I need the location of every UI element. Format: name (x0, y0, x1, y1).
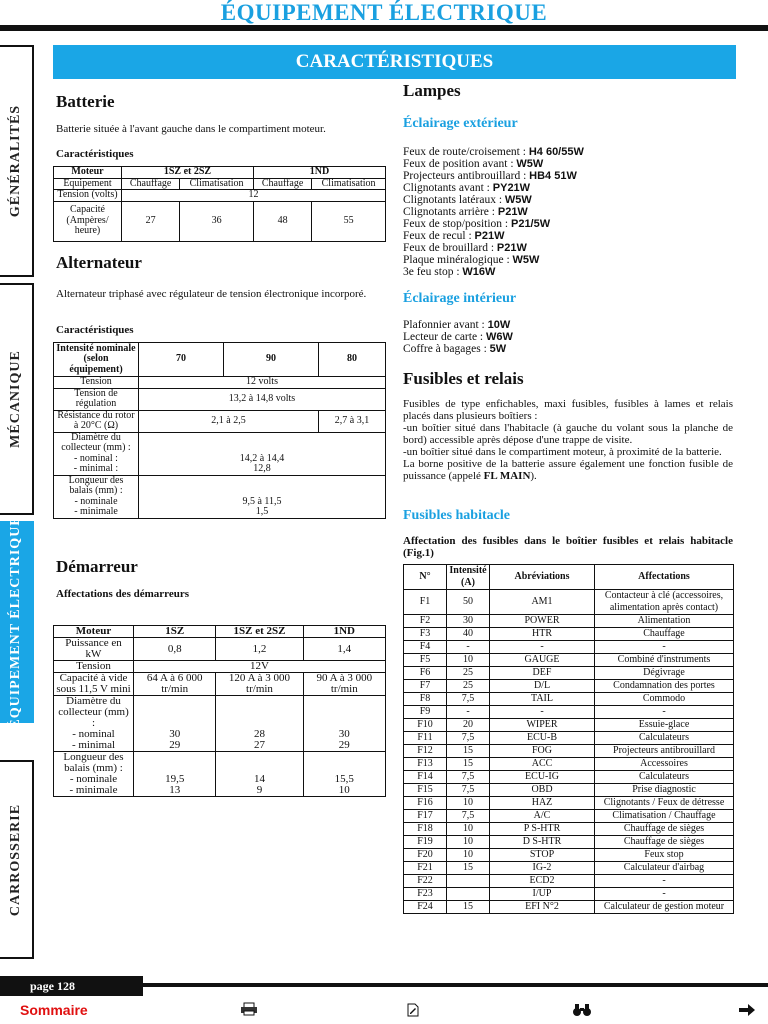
table-cell: - (595, 706, 734, 719)
table-row (404, 719, 734, 732)
table-cell: Combiné d'instruments (595, 654, 734, 667)
table-cell: D/L (490, 680, 595, 693)
table-cell: 40 (447, 628, 490, 641)
lampes-exterieur-list (403, 146, 733, 278)
binoculars-icon[interactable] (572, 1003, 592, 1022)
table-cell: ECU-B (490, 732, 595, 745)
lamp-item: Coffre à bagages : 5W (403, 343, 507, 355)
lamp-item: Feux de recul : P21W (403, 230, 505, 242)
table-cell: ACC (490, 758, 595, 771)
page-number: page 128 (0, 976, 143, 996)
table-row (404, 628, 734, 641)
table-cell: 25 (447, 680, 490, 693)
table-row (404, 771, 734, 784)
table-cell: Alimentation (595, 615, 734, 628)
lamp-item: Clignotants avant : PY21W (403, 182, 531, 194)
lampes-title: Lampes (403, 81, 461, 100)
lamp-item: Plaque minéralogique : W5W (403, 254, 540, 266)
alternateur-sub: Caractéristiques (56, 324, 134, 336)
table-cell: 7,5 (447, 693, 490, 706)
table-cell: STOP (490, 849, 595, 862)
table-cell: Essuie-glace (595, 719, 734, 732)
table-cell: Calculateur de gestion moteur (595, 901, 734, 914)
table-cell: 10 (447, 836, 490, 849)
table-cell: F12 (404, 745, 447, 758)
table-row (404, 849, 734, 862)
table-cell: F17 (404, 810, 447, 823)
table-cell: F14 (404, 771, 447, 784)
demarreur-sub: Affectations des démarreurs (56, 588, 189, 600)
top-divider (0, 25, 768, 31)
table-row (404, 706, 734, 719)
table-row (404, 693, 734, 706)
table-cell: F4 (404, 641, 447, 654)
batterie-sub: Caractéristiques (56, 148, 134, 160)
table-cell: ECU-IG (490, 771, 595, 784)
page-title: ÉQUIPEMENT ÉLECTRIQUE (220, 0, 548, 25)
alternateur-table: Intensité nominale (selon équipement) 70 90 80 Tension 12 volts Tension de régulation 13,2 à 14,8 volts Résistance du rotor à 20°C (Ω) 2,1 à 2,5 2,7 à 3,1 Diamètre du collecteur (mm) : - nominal : - minimal : 14,2 à 14,4 12,8 Longueur des balais (mm) : - nominale - minimale 9,5 à 11,5 1,5 (53, 342, 386, 519)
fusibles-habitacle-title: Fusibles habitacle (403, 508, 510, 523)
table-cell: F11 (404, 732, 447, 745)
table-cell: Feux stop (595, 849, 734, 862)
table-row (404, 654, 734, 667)
batterie-text: Batterie située à l'avant gauche dans le compartiment moteur. (56, 123, 326, 135)
table-cell: - (595, 641, 734, 654)
table-row (404, 641, 734, 654)
table-cell: F1 (404, 590, 447, 615)
table-row (404, 901, 734, 914)
alternateur-text: Alternateur triphasé avec régulateur de tension électronique incorporé. (56, 288, 367, 300)
tab-mecanique[interactable]: MÉCANIQUE (0, 283, 34, 515)
table-cell: Calculateur d'airbag (595, 862, 734, 875)
lampes-interieur-list (403, 319, 733, 355)
table-row (404, 797, 734, 810)
table-cell: 10 (447, 849, 490, 862)
fusibles-text: Fusibles de type enfichables, maxi fusibles, fusibles à lames et relais placés dans plusieurs boîtiers : -un boîtier situé dans l'habitacle (à gauche du volant sous la planche de bord) accessible après dépose d'une trappe de visite. -un boîtier situé dans le compartiment moteur, à proximité de la batterie. La borne positive de la batterie assure également une fonction fusible de puissance (appelé FL MAIN). (403, 398, 733, 482)
table-cell: 10 (447, 654, 490, 667)
sommaire-link[interactable]: Sommaire (20, 1002, 88, 1018)
table-cell: F21 (404, 862, 447, 875)
table-cell: 20 (447, 719, 490, 732)
table-cell (447, 875, 490, 888)
table-row (404, 784, 734, 797)
table-cell: F13 (404, 758, 447, 771)
table-row (404, 758, 734, 771)
table-cell: 15 (447, 901, 490, 914)
document-icon[interactable] (406, 1003, 420, 1022)
demarreur-table: Moteur 1SZ 1SZ et 2SZ 1ND Puissance en kW 0,8 1,2 1,4 Tension 12V Capacité à vide sous 11,5 V mini 64 A à 6 000 tr/min 120 A à 3 000 tr/min 90 A à 3 000 tr/min Diamètre du collecteur (mm) : - nominal - minimal 30 29 28 27 30 29 Longueur des balais (mm) : - nominale - minimale 19,5 13 14 9 15,5 10 (53, 625, 386, 797)
table-cell: F2 (404, 615, 447, 628)
table-cell: GAUGE (490, 654, 595, 667)
table-cell: - (595, 888, 734, 901)
lamp-item: Clignotants latéraux : W5W (403, 194, 532, 206)
table-cell: 10 (447, 823, 490, 836)
table-row (404, 888, 734, 901)
batterie-table: Moteur 1SZ et 2SZ 1ND Equipement Chauffage Climatisation Chauffage Climatisation Tension (volts) 12 Capacité (Ampères/ heure) 27 36 48 55 (53, 166, 386, 242)
table-cell: Dégivrage (595, 667, 734, 680)
lamp-item: Clignotants arrière : P21W (403, 206, 528, 218)
table-cell: 10 (447, 797, 490, 810)
table-cell: Condamnation des portes (595, 680, 734, 693)
table-cell: POWER (490, 615, 595, 628)
table-row (404, 680, 734, 693)
table-cell: F22 (404, 875, 447, 888)
table-cell: 15 (447, 745, 490, 758)
table-cell: Calculateurs (595, 771, 734, 784)
table-row (404, 823, 734, 836)
table-cell: DEF (490, 667, 595, 680)
table-cell: - (595, 875, 734, 888)
table-cell: 50 (447, 590, 490, 615)
table-row (404, 745, 734, 758)
table-cell: 30 (447, 615, 490, 628)
table-cell: F10 (404, 719, 447, 732)
table-cell: F3 (404, 628, 447, 641)
printer-icon[interactable] (240, 1002, 258, 1021)
table-cell: - (490, 706, 595, 719)
table-cell: IG-2 (490, 862, 595, 875)
table-cell: 7,5 (447, 771, 490, 784)
affectation-title: Affectation des fusibles dans le boîtier fusibles et relais habitacle (Fig.1) (403, 535, 733, 559)
table-cell: Commodo (595, 693, 734, 706)
table-cell: Chauffage (595, 628, 734, 641)
table-cell: F16 (404, 797, 447, 810)
lamp-item: Lecteur de carte : W6W (403, 331, 513, 343)
table-cell: Chauffage de sièges (595, 836, 734, 849)
table-cell: F24 (404, 901, 447, 914)
fusibles-title: Fusibles et relais (403, 369, 524, 388)
table-cell: Clignotants / Feux de détresse (595, 797, 734, 810)
table-cell: EFI N°2 (490, 901, 595, 914)
table-cell: 15 (447, 758, 490, 771)
table-cell: 7,5 (447, 732, 490, 745)
table-cell: Climatisation / Chauffage (595, 810, 734, 823)
table-cell: HTR (490, 628, 595, 641)
lamp-item: 3e feu stop : W16W (403, 266, 496, 278)
lamp-item: Feux de brouillard : P21W (403, 242, 527, 254)
table-cell: Accessoires (595, 758, 734, 771)
table-cell: 7,5 (447, 784, 490, 797)
table-row (404, 810, 734, 823)
table-cell: Contacteur à clé (accessoires, alimentation après contact) (595, 590, 734, 615)
table-row (404, 590, 734, 615)
table-cell: HAZ (490, 797, 595, 810)
table-row (404, 615, 734, 628)
table-cell: F8 (404, 693, 447, 706)
lamp-item: Plafonnier avant : 10W (403, 319, 511, 331)
table-cell: Chauffage de sièges (595, 823, 734, 836)
eclairage-exterieur-title: Éclairage extérieur (403, 116, 518, 131)
tab-equipement-electrique[interactable]: ÉQUIPEMENT ÉLECTRIQUE (0, 521, 34, 723)
table-cell: ECD2 (490, 875, 595, 888)
table-cell: TAIL (490, 693, 595, 706)
lamp-item: Feux de route/croisement : H4 60/55W (403, 146, 584, 158)
table-cell: F20 (404, 849, 447, 862)
table-row (404, 667, 734, 680)
table-cell: WIPER (490, 719, 595, 732)
table-cell: AM1 (490, 590, 595, 615)
table-cell: F23 (404, 888, 447, 901)
batterie-title: Batterie (56, 92, 115, 111)
table-cell: - (447, 641, 490, 654)
arrow-right-icon[interactable] (738, 1003, 756, 1022)
table-cell: I/UP (490, 888, 595, 901)
table-cell (447, 888, 490, 901)
table-cell: OBD (490, 784, 595, 797)
lamp-item: Projecteurs antibrouillard : HB4 51W (403, 170, 577, 182)
table-cell: FOG (490, 745, 595, 758)
table-cell: F18 (404, 823, 447, 836)
table-cell: F6 (404, 667, 447, 680)
table-cell: 7,5 (447, 810, 490, 823)
table-row (404, 875, 734, 888)
table-cell: D S-HTR (490, 836, 595, 849)
table-cell: 15 (447, 862, 490, 875)
tab-generalites[interactable]: GÉNÉRALITÉS (0, 45, 34, 277)
table-row (404, 732, 734, 745)
demarreur-title: Démarreur (56, 557, 138, 576)
table-cell: Prise diagnostic (595, 784, 734, 797)
table-cell: F7 (404, 680, 447, 693)
eclairage-interieur-title: Éclairage intérieur (403, 291, 517, 306)
table-cell: - (447, 706, 490, 719)
section-band: CARACTÉRISTIQUES (53, 45, 736, 79)
table-cell: - (490, 641, 595, 654)
lamp-item: Feux de position avant : W5W (403, 158, 544, 170)
table-row (404, 836, 734, 849)
table-cell: F15 (404, 784, 447, 797)
table-cell: 25 (447, 667, 490, 680)
fusibles-table: N° Intensité (A) Abréviations Affectations F1 50 AM1 Contacteur à clé (accessoires, alimentation après contact) F2 30 POWER Alimentation F3 40 HTR Chauffage F4 - - - F5 10 GAUGE Combiné d'instruments F6 25 DEF Dégivrage F7 25 D/L Condamnation des portes F8 7,5 TAIL Commodo F9 - - - F10 20 WIPER Essuie-glace F11 7,5 ECU-B Calculateurs F12 15 FOG Projecteurs antibrouillard F13 15 ACC Accessoires F14 7,5 ECU-IG Calculateurs F15 7,5 OBD Prise diagnostic F16 10 HAZ Clignotants / Feux de détresse F17 7,5 A/C Climatisation / Chauffage F18 10 P S-HTR Chauffage de sièges F19 10 D S-HTR Chauffage de sièges F20 10 STOP Feux stop F21 15 IG-2 Calculateur d'airbag F22 ECD2 - F23 I/UP - F24 15 EFI N°2 Calculateur de gestion moteur (403, 564, 734, 914)
table-cell: F9 (404, 706, 447, 719)
table-cell: Calculateurs (595, 732, 734, 745)
table-cell: A/C (490, 810, 595, 823)
tab-carrosserie[interactable]: CARROSSERIE (0, 760, 34, 959)
table-cell: Projecteurs antibrouillard (595, 745, 734, 758)
lamp-item: Feux de stop/position : P21/5W (403, 218, 551, 230)
table-cell: P S-HTR (490, 823, 595, 836)
table-row (404, 862, 734, 875)
alternateur-title: Alternateur (56, 253, 142, 272)
table-cell: F19 (404, 836, 447, 849)
table-cell: F5 (404, 654, 447, 667)
